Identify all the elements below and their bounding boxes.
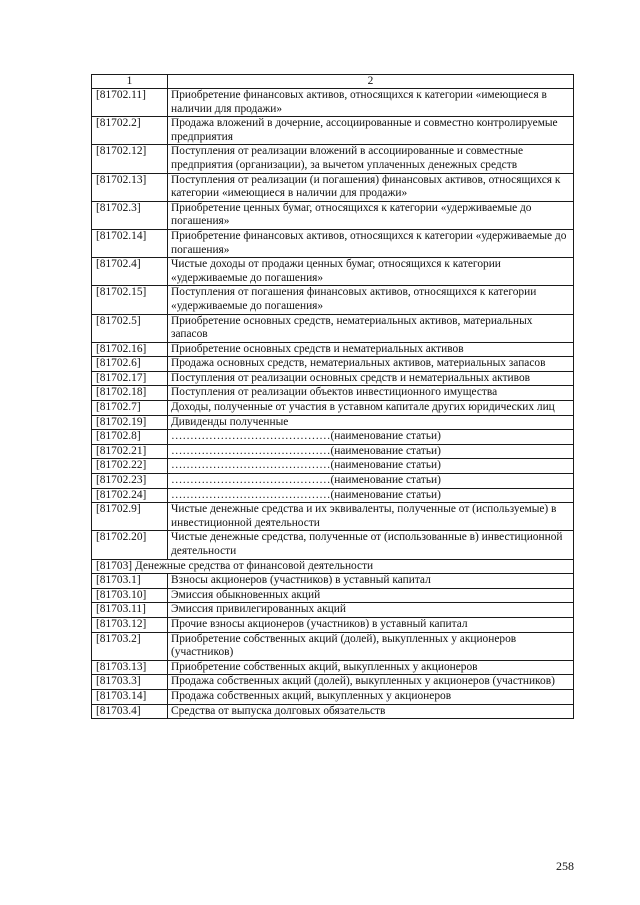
document-table bbox=[91, 74, 574, 719]
table-row bbox=[92, 415, 574, 430]
table-row bbox=[92, 201, 574, 229]
row-code: [81703.1] bbox=[92, 574, 168, 589]
row-code: [81702.14] bbox=[92, 229, 168, 257]
table-row bbox=[92, 401, 574, 416]
row-description: Поступления от реализации объектов инвестиционного имущества bbox=[168, 386, 574, 401]
table-header bbox=[92, 75, 574, 89]
row-description: Дивиденды полученные bbox=[168, 415, 574, 430]
row-description: Поступления от реализации основных средств и нематериальных активов bbox=[168, 371, 574, 386]
table-row bbox=[92, 430, 574, 445]
row-description: Продажа вложений в дочерние, ассоциированные и совместно контролируемые предприятия bbox=[168, 117, 574, 145]
row-code: [81702.21] bbox=[92, 444, 168, 459]
row-description: Доходы, полученные от участия в уставном капитале других юридических лиц bbox=[168, 401, 574, 416]
row-description: Продажа основных средств, нематериальных активов, материальных запасов bbox=[168, 357, 574, 372]
table-row bbox=[92, 603, 574, 618]
row-description: Взносы акционеров (участников) в уставный капитал bbox=[168, 574, 574, 589]
row-code: [81703.2] bbox=[92, 632, 168, 660]
table-row bbox=[92, 145, 574, 173]
row-code: [81702.6] bbox=[92, 357, 168, 372]
table-row bbox=[92, 503, 574, 531]
row-description: Эмиссия привилегированных акций bbox=[168, 603, 574, 618]
row-code: [81702.24] bbox=[92, 488, 168, 503]
row-description: Приобретение финансовых активов, относящихся к категории «имеющиеся в наличии для продажи» bbox=[168, 89, 574, 117]
row-description: Приобретение основных средств, нематериальных активов, материальных запасов bbox=[168, 314, 574, 342]
row-description: Поступления от реализации (и погашения) финансовых активов, относящихся к категории «имеющиеся в наличии для продажи» bbox=[168, 173, 574, 201]
row-code: [81702.4] bbox=[92, 258, 168, 286]
row-description: Чистые денежные средства, полученные от (использованные в) инвестиционной деятельности bbox=[168, 531, 574, 559]
row-description: Поступления от реализации вложений в ассоциированные и совместные предприятия (организации), за вычетом уплаченных денежных средств bbox=[168, 145, 574, 173]
row-description: ……………………………………(наименование статьи) bbox=[168, 459, 574, 474]
table-row bbox=[92, 617, 574, 632]
table-row bbox=[92, 371, 574, 386]
row-description: Приобретение ценных бумаг, относящихся к категории «удерживаемые до погашения» bbox=[168, 201, 574, 229]
table-row bbox=[92, 675, 574, 690]
table-body bbox=[92, 89, 574, 719]
row-code: [81703.13] bbox=[92, 660, 168, 675]
page-number: 258 bbox=[556, 859, 574, 873]
table-row bbox=[92, 574, 574, 589]
row-description: Средства от выпуска долговых обязательств bbox=[168, 704, 574, 719]
row-description: Приобретение основных средств и нематериальных активов bbox=[168, 342, 574, 357]
table-row bbox=[92, 357, 574, 372]
row-code: [81702.13] bbox=[92, 173, 168, 201]
row-description: Приобретение финансовых активов, относящихся к категории «удерживаемые до погашения» bbox=[168, 229, 574, 257]
row-code: [81702.9] bbox=[92, 503, 168, 531]
table-row bbox=[92, 660, 574, 675]
table-row bbox=[92, 488, 574, 503]
row-code: [81702.3] bbox=[92, 201, 168, 229]
table-row bbox=[92, 89, 574, 117]
row-code: [81702.5] bbox=[92, 314, 168, 342]
table-row bbox=[92, 286, 574, 314]
section-heading: [81703] Денежные средства от финансовой деятельности bbox=[92, 559, 574, 574]
row-description: Продажа собственных акций (долей), выкупленных у акционеров (участников) bbox=[168, 675, 574, 690]
table-row bbox=[92, 459, 574, 474]
table-row bbox=[92, 258, 574, 286]
row-code: [81702.18] bbox=[92, 386, 168, 401]
table-row bbox=[92, 588, 574, 603]
row-description: ……………………………………(наименование статьи) bbox=[168, 488, 574, 503]
row-code: [81702.22] bbox=[92, 459, 168, 474]
table-row bbox=[92, 342, 574, 357]
table-row bbox=[92, 229, 574, 257]
table-row bbox=[92, 444, 574, 459]
table-row bbox=[92, 386, 574, 401]
row-code: [81703.4] bbox=[92, 704, 168, 719]
table-row bbox=[92, 704, 574, 719]
row-description: Чистые денежные средства и их эквиваленты, полученные от (используемые) в инвестиционной деятельности bbox=[168, 503, 574, 531]
row-code: [81703.3] bbox=[92, 675, 168, 690]
table-row bbox=[92, 173, 574, 201]
table-row bbox=[92, 689, 574, 704]
row-description: ……………………………………(наименование статьи) bbox=[168, 444, 574, 459]
header-col-2: 2 bbox=[168, 75, 574, 89]
row-code: [81703.12] bbox=[92, 617, 168, 632]
row-code: [81703.11] bbox=[92, 603, 168, 618]
table-row bbox=[92, 531, 574, 559]
table-row bbox=[92, 117, 574, 145]
table-row bbox=[92, 474, 574, 489]
row-code: [81702.7] bbox=[92, 401, 168, 416]
table-row bbox=[92, 314, 574, 342]
header-col-1: 1 bbox=[92, 75, 168, 89]
row-code: [81702.8] bbox=[92, 430, 168, 445]
row-description: Продажа собственных акций, выкупленных у акционеров bbox=[168, 689, 574, 704]
row-description: Чистые доходы от продажи ценных бумаг, относящихся к категории «удерживаемые до погашения» bbox=[168, 258, 574, 286]
row-description: Поступления от погашения финансовых активов, относящихся к категории «удерживаемые до погашения» bbox=[168, 286, 574, 314]
row-code: [81702.17] bbox=[92, 371, 168, 386]
row-code: [81702.23] bbox=[92, 474, 168, 489]
table-row bbox=[92, 559, 574, 574]
row-code: [81702.15] bbox=[92, 286, 168, 314]
row-code: [81702.16] bbox=[92, 342, 168, 357]
row-description: ……………………………………(наименование статьи) bbox=[168, 474, 574, 489]
row-code: [81703.10] bbox=[92, 588, 168, 603]
table-row bbox=[92, 632, 574, 660]
row-description: Приобретение собственных акций (долей), выкупленных у акционеров (участников) bbox=[168, 632, 574, 660]
row-description: ……………………………………(наименование статьи) bbox=[168, 430, 574, 445]
row-code: [81702.11] bbox=[92, 89, 168, 117]
row-description: Эмиссия обыкновенных акций bbox=[168, 588, 574, 603]
header-row bbox=[92, 75, 574, 89]
row-code: [81702.19] bbox=[92, 415, 168, 430]
row-code: [81702.20] bbox=[92, 531, 168, 559]
row-description: Приобретение собственных акций, выкупленных у акционеров bbox=[168, 660, 574, 675]
row-code: [81702.12] bbox=[92, 145, 168, 173]
row-description: Прочие взносы акционеров (участников) в уставный капитал bbox=[168, 617, 574, 632]
row-code: [81702.2] bbox=[92, 117, 168, 145]
row-code: [81703.14] bbox=[92, 689, 168, 704]
